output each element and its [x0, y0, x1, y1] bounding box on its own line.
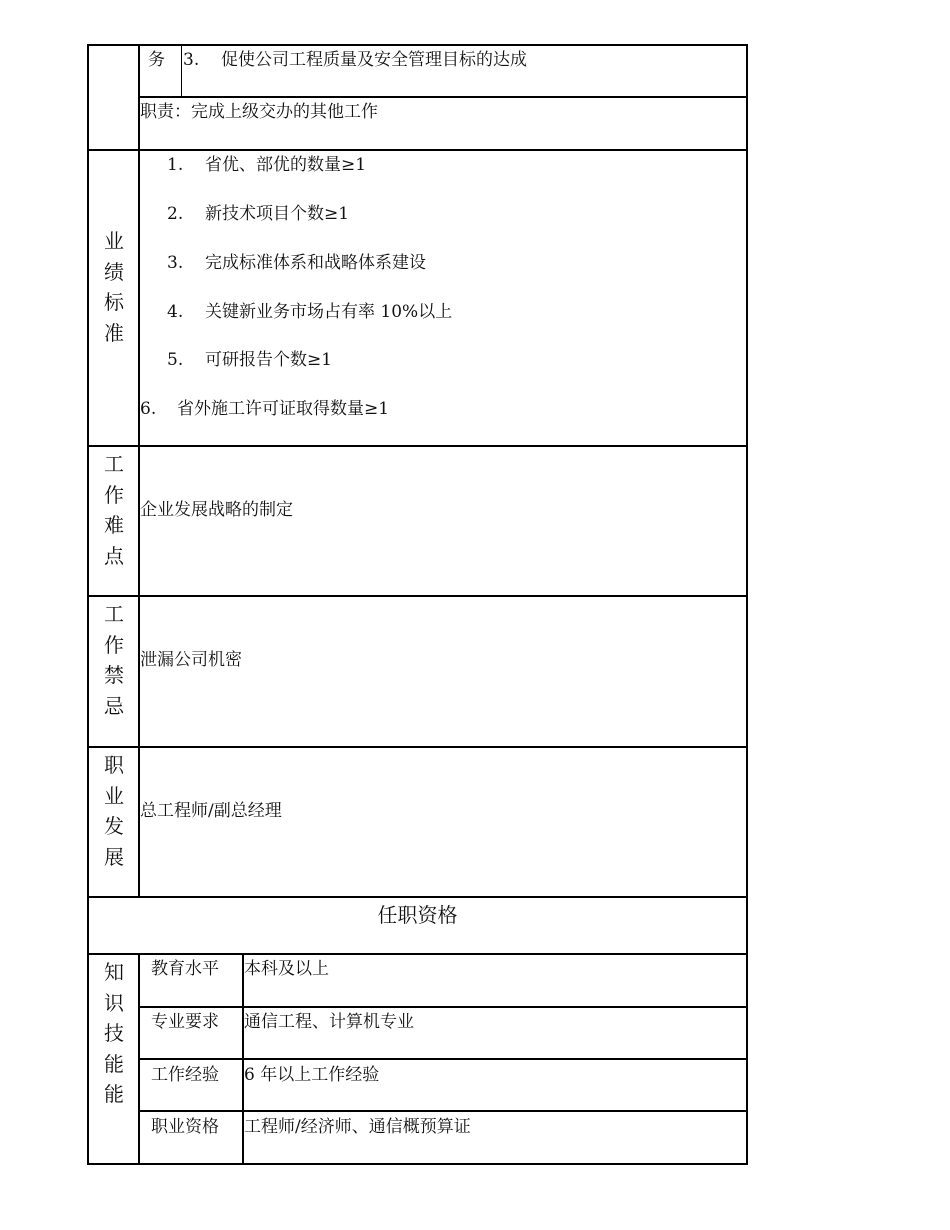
- label-char: 能: [104, 1051, 124, 1076]
- list-item-num: 4.: [167, 302, 184, 322]
- list-item-text: 可研报告个数≥1: [205, 350, 333, 370]
- duty-text: 完成上级交办的其他工作: [191, 102, 378, 122]
- label-char: 知: [104, 960, 124, 984]
- label-char: 忌: [104, 693, 124, 718]
- label-char: 绩: [104, 259, 124, 284]
- qual-value: 本科及以上: [244, 959, 329, 979]
- label-char: 作: [104, 482, 124, 507]
- label-char: 工: [104, 602, 124, 626]
- task-char: 务: [148, 50, 165, 70]
- border-h2: [87, 149, 748, 151]
- label-char: 业: [104, 229, 124, 253]
- label-char: 展: [104, 844, 124, 869]
- border-h9: [138, 1058, 748, 1060]
- list-item-text: 省优、部优的数量≥1: [205, 155, 367, 175]
- label-char: 准: [104, 320, 124, 345]
- label-char: 工: [104, 452, 124, 476]
- career-text: 总工程师/副总经理: [140, 801, 282, 821]
- list-item-text: 完成标准体系和战略体系建设: [205, 253, 426, 273]
- border-top: [87, 44, 748, 46]
- qual-value: 通信工程、计算机专业: [244, 1012, 414, 1032]
- list-item-num: 5.: [167, 350, 184, 370]
- qualification-label: [89, 957, 139, 1110]
- qual-key: 职业资格: [151, 1117, 219, 1137]
- list-item-text: 新技术项目个数≥1: [205, 204, 350, 224]
- label-char: 难: [104, 513, 124, 537]
- label-char: 业: [104, 783, 124, 808]
- list-item-text: 省外施工许可证取得数量≥1: [177, 399, 390, 419]
- duty-label: 职责：: [140, 102, 191, 122]
- border-h3: [87, 445, 748, 447]
- qual-value: 6 年以上工作经验: [244, 1065, 380, 1085]
- qualification-title: 任职资格: [377, 903, 458, 927]
- qual-key: 专业要求: [151, 1012, 219, 1032]
- border-h6: [87, 896, 748, 898]
- label-char: 职: [104, 753, 124, 777]
- border-h10: [138, 1110, 748, 1112]
- border-h4: [87, 595, 748, 597]
- list-item-text: 关键新业务市场占有率 10%以上: [205, 302, 453, 322]
- performance-label: [89, 226, 139, 348]
- border-h7: [87, 953, 748, 955]
- label-char: 识: [104, 990, 124, 1015]
- label-char: 能: [104, 1082, 124, 1106]
- difficulty-text: 企业发展战略的制定: [140, 500, 293, 520]
- list-item-num: 3.: [167, 253, 184, 273]
- qual-key: 教育水平: [151, 959, 219, 979]
- border-bottom: [87, 1163, 748, 1165]
- list-item-num: 6.: [140, 399, 157, 419]
- taboo-label: [89, 599, 139, 721]
- duty-row: [140, 102, 378, 122]
- qual-key: 工作经验: [151, 1065, 219, 1085]
- label-char: 标: [104, 290, 124, 314]
- label-char: 作: [104, 632, 124, 657]
- qual-value: 工程师/经济师、通信概预算证: [244, 1117, 471, 1137]
- border-task-num: [181, 44, 182, 97]
- list-item-num: 1.: [167, 155, 184, 175]
- label-char: 禁: [104, 663, 124, 687]
- label-char: 发: [104, 814, 124, 838]
- border-h5: [87, 746, 748, 748]
- border-h8: [138, 1006, 748, 1008]
- border-right: [746, 44, 748, 1165]
- task-item-num: 3.: [183, 50, 200, 70]
- list-item-num: 2.: [167, 204, 184, 224]
- taboo-text: 泄漏公司机密: [140, 650, 242, 670]
- career-label: [89, 750, 139, 872]
- difficulty-label: [89, 449, 139, 571]
- label-char: 点: [104, 543, 124, 568]
- label-char: 技: [104, 1021, 124, 1045]
- task-item-text: 促使公司工程质量及安全管理目标的达成: [221, 50, 527, 70]
- border-h1: [138, 96, 748, 98]
